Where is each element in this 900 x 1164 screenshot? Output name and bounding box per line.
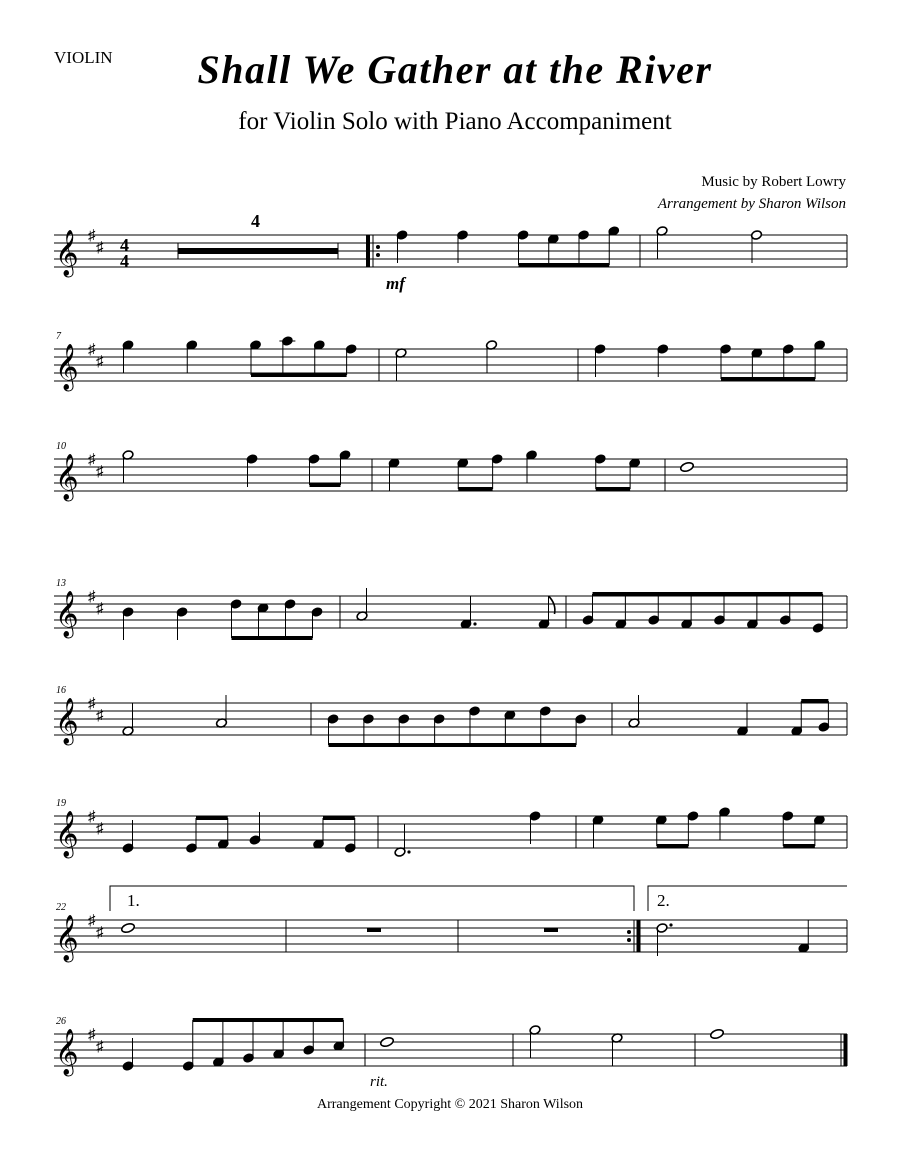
measure-number: 10: [56, 441, 66, 452]
treble-clef: 𝄞: [55, 698, 79, 744]
second-ending-label: 2.: [657, 891, 670, 910]
key-sharp-f: ♯: [88, 1027, 96, 1043]
treble-clef: 𝄞: [55, 915, 79, 961]
first-ending-label: 1.: [127, 891, 140, 910]
whole-rest: [544, 928, 558, 932]
measure-number: 26: [56, 1016, 66, 1027]
treble-clef: 𝄞: [55, 591, 79, 637]
key-sharp-c: ♯: [96, 708, 104, 724]
treble-clef: 𝄞: [55, 344, 79, 390]
notehead: [380, 1036, 395, 1048]
key-sharp-c: ♯: [96, 925, 104, 941]
key-sharp-f: ♯: [88, 913, 96, 929]
key-sharp-c: ♯: [96, 1039, 104, 1055]
composer-credit: Music by Robert Lowry: [701, 174, 846, 190]
repeat-dot: [627, 930, 631, 934]
key-sharp-f: ♯: [88, 342, 96, 358]
staff-system-5: [54, 685, 847, 746]
staff-system-2: [54, 331, 847, 392]
note-dot: [669, 923, 672, 926]
treble-clef: 𝄞: [55, 230, 79, 276]
first-ending-bracket: [110, 886, 634, 911]
key-sharp-c: ♯: [96, 821, 104, 837]
key-sharp-c: ♯: [96, 601, 104, 617]
staff-system-6: [54, 798, 847, 859]
measure-number: 22: [56, 902, 66, 913]
staff-system-3: [54, 441, 847, 502]
note-flag: [549, 596, 555, 614]
copyright-notice: Arrangement Copyright © 2021 Sharon Wilson: [316, 1097, 584, 1112]
key-sharp-c: ♯: [96, 464, 104, 480]
staff-system-4: [54, 578, 847, 640]
page-title: Shall We Gather at the River: [197, 47, 713, 92]
key-sharp-f: ♯: [88, 696, 96, 712]
repeat-dot: [627, 938, 631, 942]
multirest-count: 4: [251, 211, 260, 231]
dynamic-marking: mf: [386, 274, 405, 293]
instrument-label: VIOLIN: [54, 48, 113, 67]
key-sharp-f: ♯: [88, 228, 96, 244]
notehead: [710, 1028, 725, 1040]
note-dot: [407, 850, 410, 853]
arranger-credit: Arrangement by Sharon Wilson: [657, 196, 846, 212]
key-sharp-f: ♯: [88, 589, 96, 605]
multirest-bar: [178, 248, 338, 254]
note-dot: [473, 622, 476, 625]
repeat-dot: [376, 245, 380, 249]
treble-clef: 𝄞: [55, 1029, 79, 1075]
staff-system-1: [54, 211, 847, 293]
measure-number: 16: [56, 685, 66, 696]
key-sharp-f: ♯: [88, 809, 96, 825]
tempo-marking: rit.: [370, 1074, 388, 1090]
treble-clef: 𝄞: [55, 811, 79, 857]
staff-system-7: [54, 886, 847, 963]
time-signature-bottom: 4: [120, 251, 129, 271]
treble-clef: 𝄞: [55, 454, 79, 500]
time-signature-top: 4: [120, 235, 129, 255]
notehead: [680, 461, 695, 473]
measure-number: 13: [56, 578, 66, 589]
key-sharp-c: ♯: [96, 240, 104, 256]
key-sharp-f: ♯: [88, 452, 96, 468]
staff-system-8: [54, 1016, 847, 1090]
repeat-dot: [376, 253, 380, 257]
whole-rest: [367, 928, 381, 932]
second-ending-bracket: [648, 886, 847, 911]
measure-number: 7: [56, 331, 61, 342]
subtitle: for Violin Solo with Piano Accompaniment: [238, 108, 672, 135]
notehead: [121, 922, 136, 934]
key-sharp-c: ♯: [96, 354, 104, 370]
measure-number: 19: [56, 798, 66, 809]
